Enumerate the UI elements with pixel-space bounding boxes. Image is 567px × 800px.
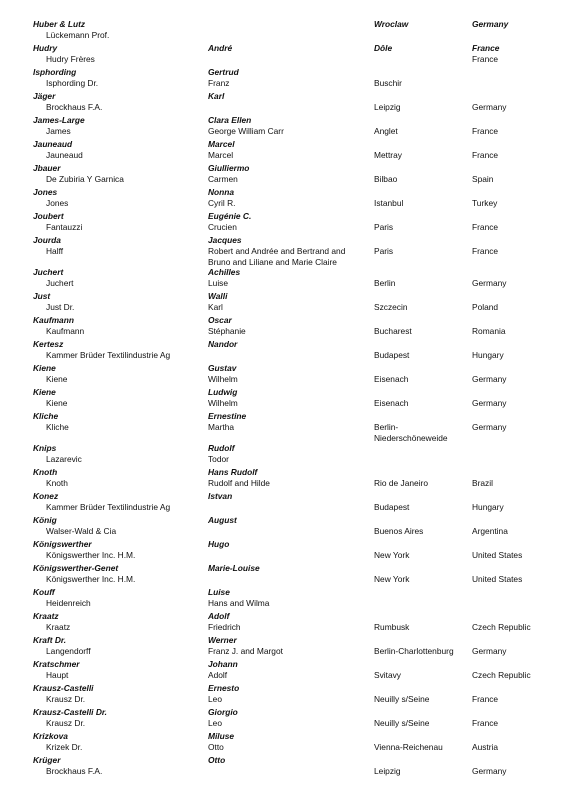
entry-detail-name: Lückemann Prof. xyxy=(46,30,110,40)
entry-detail-city: Paris xyxy=(374,222,394,232)
entry-firstname: Otto xyxy=(208,755,226,765)
entry-surname: Knoth xyxy=(33,467,58,477)
entry-firstname: Gustav xyxy=(208,363,237,373)
entry-detail-city: Berlin- xyxy=(374,422,399,432)
entry-detail-first: Adolf xyxy=(208,670,228,680)
entry-detail-country: Poland xyxy=(472,302,499,312)
entry-detail-name: Langendorff xyxy=(46,646,91,656)
entry-detail-city: Rumbusk xyxy=(374,622,410,632)
entry-detail-first: Karl xyxy=(208,302,223,312)
entry-detail-country: Czech Republic xyxy=(472,670,531,680)
entry-detail-first: Franz xyxy=(208,78,230,88)
entry-detail-city: Budapest xyxy=(374,350,410,360)
entry-surname: Krizkova xyxy=(33,731,68,741)
entry-detail-country: France xyxy=(472,246,499,256)
entry-detail-name: Kammer Brüder Textilindustrie Ag xyxy=(46,502,171,512)
entry-surname: Kiene xyxy=(33,363,56,373)
entry-detail-name: Jones xyxy=(46,198,69,208)
entry-detail-country: Germany xyxy=(472,766,507,776)
entry-detail-country: Germany xyxy=(472,102,507,112)
entry-detail-first: Luise xyxy=(208,278,229,288)
entry-detail-first: Crucien xyxy=(208,222,237,232)
entry-surname: König xyxy=(33,515,57,525)
entry-city: Dôle xyxy=(374,43,393,53)
entry-detail-country: Romania xyxy=(472,326,506,336)
entry-detail-country: Czech Republic xyxy=(472,622,531,632)
entry-firstname: Ernestine xyxy=(208,411,247,421)
entry-surname: Jones xyxy=(33,187,58,197)
entry-surname: Krüger xyxy=(33,755,61,765)
entry-surname: James-Large xyxy=(33,115,85,125)
entry-surname: Knips xyxy=(33,443,57,453)
entry-detail-country: Germany xyxy=(472,422,507,432)
entry-detail-city: New York xyxy=(374,550,410,560)
entry-firstname: Gertrud xyxy=(208,67,239,77)
entry-detail-country: Argentina xyxy=(472,526,508,536)
entry-detail-name: Kiene xyxy=(46,398,68,408)
entry-detail-country: Germany xyxy=(472,278,507,288)
entry-detail-city: Istanbul xyxy=(374,198,404,208)
entry-detail-country: Hungary xyxy=(472,502,504,512)
entry-detail-name: Just Dr. xyxy=(46,302,75,312)
entry-firstname: Werner xyxy=(208,635,237,645)
entry-firstname: Oscar xyxy=(208,315,232,325)
entry-detail-country: France xyxy=(472,54,499,64)
entry-detail-city: Berlin-Charlottenburg xyxy=(374,646,454,656)
entry-surname: Kaufmann xyxy=(33,315,74,325)
entry-detail-city: Neuilly s/Seine xyxy=(374,694,430,704)
entry-city: Wroclaw xyxy=(374,19,409,29)
entry-surname: Jbauer xyxy=(33,163,61,173)
entry-detail-name: Kliche xyxy=(46,422,69,432)
entry-firstname: Ernesto xyxy=(208,683,240,693)
entry-firstname: Istvan xyxy=(208,491,233,501)
entry-detail-first: Otto xyxy=(208,742,224,752)
entry-firstname: Jacques xyxy=(208,235,242,245)
entry-detail-country: France xyxy=(472,718,499,728)
entry-detail-city: Bucharest xyxy=(374,326,412,336)
entry-detail-name: De Zubiria Y Garnica xyxy=(46,174,124,184)
entry-detail-name: Königswerther Inc. H.M. xyxy=(46,550,136,560)
entry-detail-country: France xyxy=(472,222,499,232)
entry-detail-city: Eisenach xyxy=(374,374,409,384)
entry-detail-city: Neuilly s/Seine xyxy=(374,718,430,728)
entry-detail-city: Paris xyxy=(374,246,394,256)
entry-detail-first: Hans and Wilma xyxy=(208,598,270,608)
entry-surname: Kouff xyxy=(33,587,55,597)
entry-surname: Just xyxy=(33,291,51,301)
entry-detail-name: Brockhaus F.A. xyxy=(46,766,103,776)
entry-detail-name: Halff xyxy=(46,246,64,256)
entry-surname: Königswerther-Genet xyxy=(33,563,119,573)
entry-detail-city: Bilbao xyxy=(374,174,398,184)
entry-firstname: Marcel xyxy=(208,139,235,149)
entry-detail-first: Cyril R. xyxy=(208,198,236,208)
entry-detail-first: Franz J. and Margot xyxy=(208,646,283,656)
entry-detail-name: Kiene xyxy=(46,374,68,384)
entry-detail-name: Fantauzzi xyxy=(46,222,83,232)
entry-detail-country: Austria xyxy=(472,742,499,752)
entry-firstname: André xyxy=(208,43,233,53)
entry-detail-first: Robert and Andrée and Bertrand and xyxy=(208,246,346,256)
entry-firstname: Ludwig xyxy=(208,387,238,397)
entry-detail-name: Krausz Dr. xyxy=(46,694,86,704)
entry-detail-first: Rudolf and Hilde xyxy=(208,478,270,488)
entry-firstname: Rudolf xyxy=(208,443,235,453)
entry-detail-name: Brockhaus F.A. xyxy=(46,102,103,112)
entry-firstname: Hugo xyxy=(208,539,230,549)
entry-detail-city: Szczecin xyxy=(374,302,408,312)
entry-detail-name: Knoth xyxy=(46,478,68,488)
entry-detail-first: Leo xyxy=(208,694,222,704)
entry-detail-country: United States xyxy=(472,574,523,584)
entry-surname: Königswerther xyxy=(33,539,92,549)
entry-detail-country: Brazil xyxy=(472,478,493,488)
entry-surname: Kiene xyxy=(33,387,56,397)
entry-detail-city: Rio de Janeiro xyxy=(374,478,429,488)
entry-detail-name: Kammer Brüder Textilindustrie Ag xyxy=(46,350,171,360)
entry-firstname: Eugénie C. xyxy=(208,211,252,221)
entry-detail-first: Carmen xyxy=(208,174,238,184)
entry-detail-country: Hungary xyxy=(472,350,504,360)
entry-firstname: Giulliermo xyxy=(208,163,250,173)
entry-firstname: Miluse xyxy=(208,731,235,741)
entry-detail-country: Spain xyxy=(472,174,494,184)
entry-detail-name: Königswerther Inc. H.M. xyxy=(46,574,136,584)
entry-detail-country: Germany xyxy=(472,374,507,384)
entry-detail-city: Vienna-Reichenau xyxy=(374,742,443,752)
entry-detail-city: Svitavy xyxy=(374,670,401,680)
entry-detail-first: Wilhelm xyxy=(208,398,238,408)
entry-detail-name: Jauneaud xyxy=(46,150,83,160)
entry-surname: Juchert xyxy=(33,267,64,277)
entry-detail-name: Juchert xyxy=(46,278,74,288)
entry-detail-country: France xyxy=(472,694,499,704)
entry-detail-name: Kraatz xyxy=(46,622,71,632)
entry-detail-first: Leo xyxy=(208,718,222,728)
entry-surname: Kraatz xyxy=(33,611,59,621)
entry-detail-first: Todor xyxy=(208,454,229,464)
entry-firstname: Walli xyxy=(208,291,228,301)
entry-surname: Krausz-Castelli Dr. xyxy=(33,707,108,717)
entry-firstname: Marie-Louise xyxy=(208,563,260,573)
entry-detail-country: United States xyxy=(472,550,523,560)
entry-surname: Jauneaud xyxy=(33,139,73,149)
entry-detail-first: Friedrich xyxy=(208,622,241,632)
entry-firstname: Johann xyxy=(208,659,238,669)
entry-surname: Krausz-Castelli xyxy=(33,683,94,693)
entry-detail-country: Germany xyxy=(472,398,507,408)
entry-firstname: Nonna xyxy=(208,187,235,197)
entry-detail-city: Buschir xyxy=(374,78,402,88)
entry-detail-city: New York xyxy=(374,574,410,584)
entry-detail-city-continued: Niederschöneweide xyxy=(374,433,448,443)
entry-detail-name: Isphording Dr. xyxy=(46,78,99,88)
entry-detail-country: France xyxy=(472,126,499,136)
entry-detail-city: Budapest xyxy=(374,502,410,512)
entry-surname: Kratschmer xyxy=(33,659,80,669)
entry-detail-first: Martha xyxy=(208,422,235,432)
entry-detail-city: Leipzig xyxy=(374,102,401,112)
entry-detail-first: Stéphanie xyxy=(208,326,246,336)
entry-surname: Konez xyxy=(33,491,59,501)
entry-detail-country: Germany xyxy=(472,646,507,656)
entry-detail-first: Marcel xyxy=(208,150,234,160)
entry-detail-name: Hudry Frères xyxy=(46,54,95,64)
entry-surname: Kraft Dr. xyxy=(33,635,67,645)
entry-surname: Jourda xyxy=(33,235,61,245)
entry-detail-city: Anglet xyxy=(374,126,398,136)
entry-firstname: Luise xyxy=(208,587,230,597)
entry-detail-city: Eisenach xyxy=(374,398,409,408)
entry-detail-name: Krizek Dr. xyxy=(46,742,83,752)
entry-firstname: Karl xyxy=(208,91,225,101)
entry-detail-city: Leipzig xyxy=(374,766,401,776)
entry-firstname: Nandor xyxy=(208,339,238,349)
entry-detail-city: Mettray xyxy=(374,150,402,160)
entry-firstname: Hans Rudolf xyxy=(208,467,258,477)
entry-detail-country: Turkey xyxy=(472,198,498,208)
entry-surname: Hudry xyxy=(33,43,58,53)
entry-firstname: Achilles xyxy=(208,267,241,277)
entry-surname: Isphording xyxy=(33,67,77,77)
entry-detail-name: James xyxy=(46,126,71,136)
entry-detail-name: Krausz Dr. xyxy=(46,718,86,728)
entry-detail-country: France xyxy=(472,150,499,160)
entry-detail-city: Berlin xyxy=(374,278,396,288)
entry-detail-first: George William Carr xyxy=(208,126,284,136)
entry-detail-name: Heidenreich xyxy=(46,598,91,608)
entry-detail-name: Haupt xyxy=(46,670,69,680)
entry-firstname: Giorgio xyxy=(208,707,238,717)
entry-surname: Kliche xyxy=(33,411,59,421)
entry-detail-name: Kaufmann xyxy=(46,326,85,336)
entry-country: France xyxy=(472,43,500,53)
entry-surname: Huber & Lutz xyxy=(33,19,86,29)
entry-detail-first-continued: Bruno and Liliane and Marie Claire xyxy=(208,257,337,267)
entry-country: Germany xyxy=(472,19,509,29)
entry-detail-city: Buenos Aires xyxy=(374,526,424,536)
entry-surname: Joubert xyxy=(33,211,64,221)
entry-detail-name: Walser-Wald & Cia xyxy=(46,526,117,536)
entry-surname: Jäger xyxy=(33,91,56,101)
entry-surname: Kertesz xyxy=(33,339,64,349)
entry-detail-first: Wilhelm xyxy=(208,374,238,384)
entry-firstname: Clara Ellen xyxy=(208,115,252,125)
entry-firstname: August xyxy=(208,515,237,525)
entry-detail-name: Lazarevic xyxy=(46,454,82,464)
entry-firstname: Adolf xyxy=(208,611,230,621)
